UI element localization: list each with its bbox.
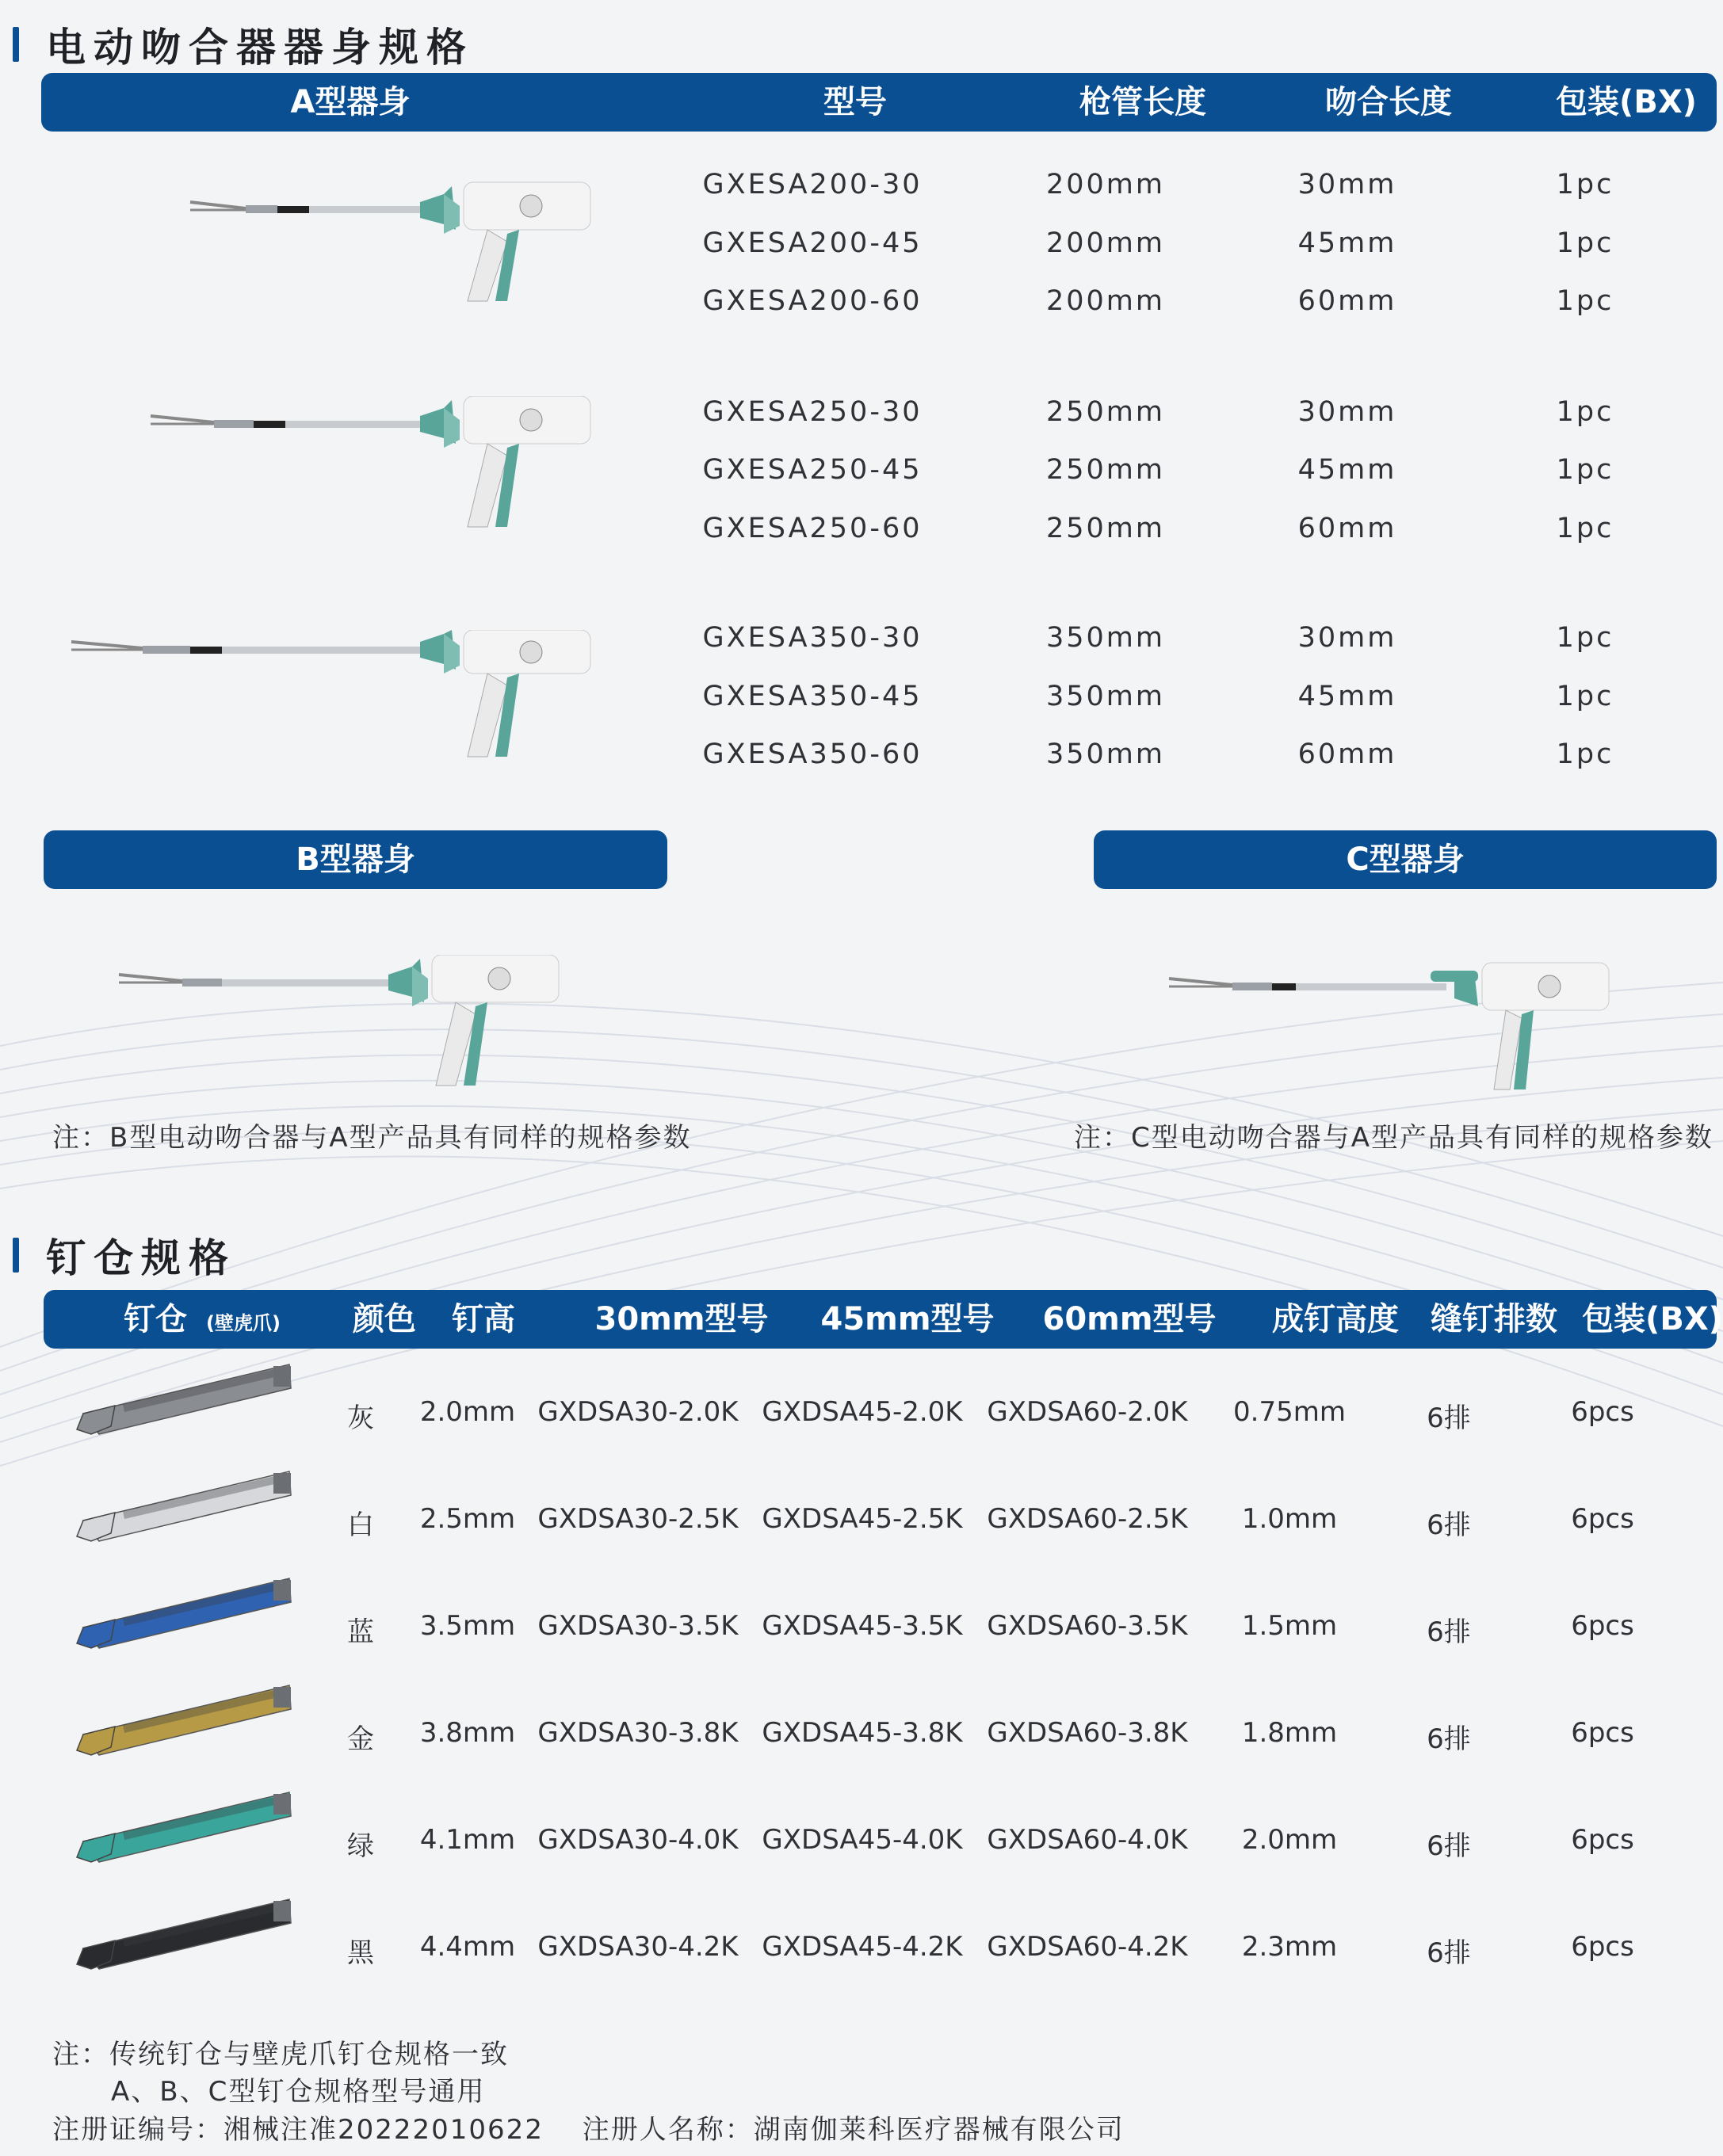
stapler-image-c: [1161, 959, 1621, 1101]
footnote-1: 注：传统钉仓与壁虎爪钉仓规格一致: [52, 2039, 509, 2070]
row-barrel-length: 350mm: [1046, 681, 1165, 712]
cartridge-image: [67, 1463, 297, 1551]
row-formed-height: 0.75mm: [1233, 1396, 1346, 1428]
row-staple-height: 4.4mm: [419, 1931, 516, 1963]
row-package: 6pcs: [1571, 1610, 1634, 1642]
row-color: 白: [347, 1509, 374, 1541]
row-model-60: GXDSA60-2.0K: [987, 1396, 1188, 1428]
header-model-45: 45mm型号: [820, 1301, 995, 1337]
row-staple-height: 2.5mm: [419, 1503, 516, 1535]
header-package: 包装(BX): [1582, 1301, 1723, 1337]
row-staple-length: 30mm: [1297, 622, 1397, 654]
row-barrel-length: 250mm: [1046, 513, 1165, 544]
header-model-30: 30mm型号: [594, 1301, 769, 1337]
cartridge-image: [67, 1784, 297, 1872]
header-formed-height: 成钉高度: [1272, 1301, 1399, 1337]
row-package: 1pc: [1556, 513, 1614, 544]
row-staple-rows: 6排: [1427, 1402, 1471, 1434]
row-staple-rows: 6排: [1427, 1937, 1471, 1969]
row-model-60: GXDSA60-3.8K: [987, 1717, 1188, 1749]
row-model: GXESA350-45: [702, 681, 923, 712]
row-staple-length: 60mm: [1297, 738, 1397, 770]
row-model: GXESA200-45: [702, 227, 923, 259]
row-model-45: GXDSA45-3.5K: [762, 1610, 963, 1642]
row-model-45: GXDSA45-2.5K: [762, 1503, 963, 1535]
note-b: 注：B型电动吻合器与A型产品具有同样的规格参数: [52, 1122, 692, 1154]
row-color: 绿: [347, 1830, 374, 1862]
row-package: 1pc: [1556, 454, 1614, 486]
header-color: 颜色: [353, 1301, 416, 1337]
row-staple-rows: 6排: [1427, 1616, 1471, 1648]
row-formed-height: 2.3mm: [1241, 1931, 1338, 1963]
row-staple-height: 3.8mm: [419, 1717, 516, 1749]
stapler-image-a-250: [143, 396, 602, 539]
row-formed-height: 2.0mm: [1241, 1824, 1338, 1856]
header-bar-c: [1094, 830, 1717, 889]
row-model-30: GXDSA30-4.0K: [537, 1824, 739, 1856]
header-a-body: A型器身: [290, 84, 411, 120]
row-staple-length: 60mm: [1297, 513, 1397, 544]
row-model: GXESA250-30: [702, 396, 923, 428]
row-package: 6pcs: [1571, 1717, 1634, 1749]
header-barrel-length: 枪管长度: [1079, 84, 1206, 120]
row-package: 1pc: [1556, 285, 1614, 317]
row-staple-length: 45mm: [1297, 454, 1397, 486]
row-model-45: GXDSA45-4.0K: [762, 1824, 963, 1856]
row-package: 6pcs: [1571, 1931, 1634, 1963]
row-package: 1pc: [1556, 396, 1614, 428]
row-staple-length: 30mm: [1297, 169, 1397, 200]
row-staple-rows: 6排: [1427, 1830, 1471, 1862]
row-barrel-length: 200mm: [1046, 169, 1165, 200]
row-model: GXESA350-60: [702, 738, 923, 770]
cartridge-image: [67, 1357, 297, 1444]
cartridge-image: [67, 1677, 297, 1765]
stapler-image-a-350: [63, 630, 602, 773]
header-model-60: 60mm型号: [1042, 1301, 1217, 1337]
row-model: GXESA350-30: [702, 622, 923, 654]
row-model-30: GXDSA30-3.8K: [537, 1717, 739, 1749]
row-model-30: GXDSA30-4.2K: [537, 1931, 739, 1963]
row-model-60: GXDSA60-4.2K: [987, 1931, 1188, 1963]
row-barrel-length: 250mm: [1046, 396, 1165, 428]
row-model-45: GXDSA45-3.8K: [762, 1717, 963, 1749]
row-package: 1pc: [1556, 738, 1614, 770]
stapler-image-b: [111, 955, 571, 1097]
row-barrel-length: 200mm: [1046, 285, 1165, 317]
row-staple-height: 3.5mm: [419, 1610, 516, 1642]
section-title-text: 电动吻合器器身规格: [46, 25, 474, 71]
row-color: 蓝: [347, 1616, 374, 1648]
header-bar-b: [44, 830, 667, 889]
row-package: 1pc: [1556, 169, 1614, 200]
row-barrel-length: 350mm: [1046, 738, 1165, 770]
row-staple-rows: 6排: [1427, 1509, 1471, 1541]
header-b-body: B型器身: [296, 841, 415, 878]
row-formed-height: 1.8mm: [1241, 1717, 1338, 1749]
row-color: 黑: [347, 1937, 374, 1969]
header-cartridge-main: 钉仓: [124, 1301, 188, 1337]
section-marker: [13, 1238, 19, 1273]
row-model-30: GXDSA30-2.5K: [537, 1503, 739, 1535]
section-marker: [13, 27, 19, 62]
row-model: GXESA250-60: [702, 513, 923, 544]
section-title-text: 钉仓规格: [46, 1235, 236, 1281]
row-staple-length: 45mm: [1297, 681, 1397, 712]
row-staple-rows: 6排: [1427, 1723, 1471, 1755]
header-cartridge: [75, 1290, 329, 1349]
row-color: 金: [347, 1723, 374, 1755]
note-c: 注：C型电动吻合器与A型产品具有同样的规格参数: [1074, 1122, 1713, 1154]
cartridge-image: [67, 1570, 297, 1658]
row-model-30: GXDSA30-3.5K: [537, 1610, 739, 1642]
row-package: 1pc: [1556, 681, 1614, 712]
header-cartridge-sub: (壁虎爪): [206, 1312, 281, 1334]
header-rows: 缝钉排数: [1431, 1301, 1557, 1337]
row-barrel-length: 250mm: [1046, 454, 1165, 486]
row-model-45: GXDSA45-4.2K: [762, 1931, 963, 1963]
section-title-body: [13, 16, 474, 73]
row-barrel-length: 350mm: [1046, 622, 1165, 654]
row-package: 1pc: [1556, 622, 1614, 654]
row-staple-length: 60mm: [1297, 285, 1397, 317]
section-title-cartridge: [13, 1227, 236, 1284]
stapler-image-a-200: [182, 170, 602, 313]
row-staple-length: 30mm: [1297, 396, 1397, 428]
row-staple-length: 45mm: [1297, 227, 1397, 259]
row-package: 6pcs: [1571, 1396, 1634, 1428]
row-package: 6pcs: [1571, 1503, 1634, 1535]
row-package: 6pcs: [1571, 1824, 1634, 1856]
row-model-60: GXDSA60-4.0K: [987, 1824, 1188, 1856]
header-model: 型号: [823, 84, 887, 120]
header-bar-cartridge: [44, 1290, 1723, 1349]
header-staple-length: 吻合长度: [1325, 84, 1452, 120]
row-barrel-length: 200mm: [1046, 227, 1165, 259]
row-formed-height: 1.0mm: [1241, 1503, 1338, 1535]
row-model-60: GXDSA60-3.5K: [987, 1610, 1188, 1642]
row-package: 1pc: [1556, 227, 1614, 259]
header-staple-height: 钉高: [452, 1301, 515, 1337]
row-model: GXESA200-30: [702, 169, 923, 200]
row-model-45: GXDSA45-2.0K: [762, 1396, 963, 1428]
row-staple-height: 2.0mm: [419, 1396, 516, 1428]
row-color: 灰: [347, 1402, 374, 1434]
header-c-body: C型器身: [1346, 841, 1465, 878]
row-formed-height: 1.5mm: [1241, 1610, 1338, 1642]
footnote-2: A、B、C型钉仓规格型号通用: [111, 2076, 486, 2108]
footnote-3: 注册证编号：湘械注准20222010622 注册人名称：湖南伽莱科医疗器械有限公司: [52, 2114, 1125, 2146]
header-bar-a: [41, 73, 1717, 132]
header-package: 包装(BX): [1556, 84, 1697, 120]
row-model: GXESA200-60: [702, 285, 923, 317]
row-model: GXESA250-45: [702, 454, 923, 486]
row-model-60: GXDSA60-2.5K: [987, 1503, 1188, 1535]
row-model-30: GXDSA30-2.0K: [537, 1396, 739, 1428]
row-staple-height: 4.1mm: [419, 1824, 516, 1856]
cartridge-image: [67, 1891, 297, 1979]
